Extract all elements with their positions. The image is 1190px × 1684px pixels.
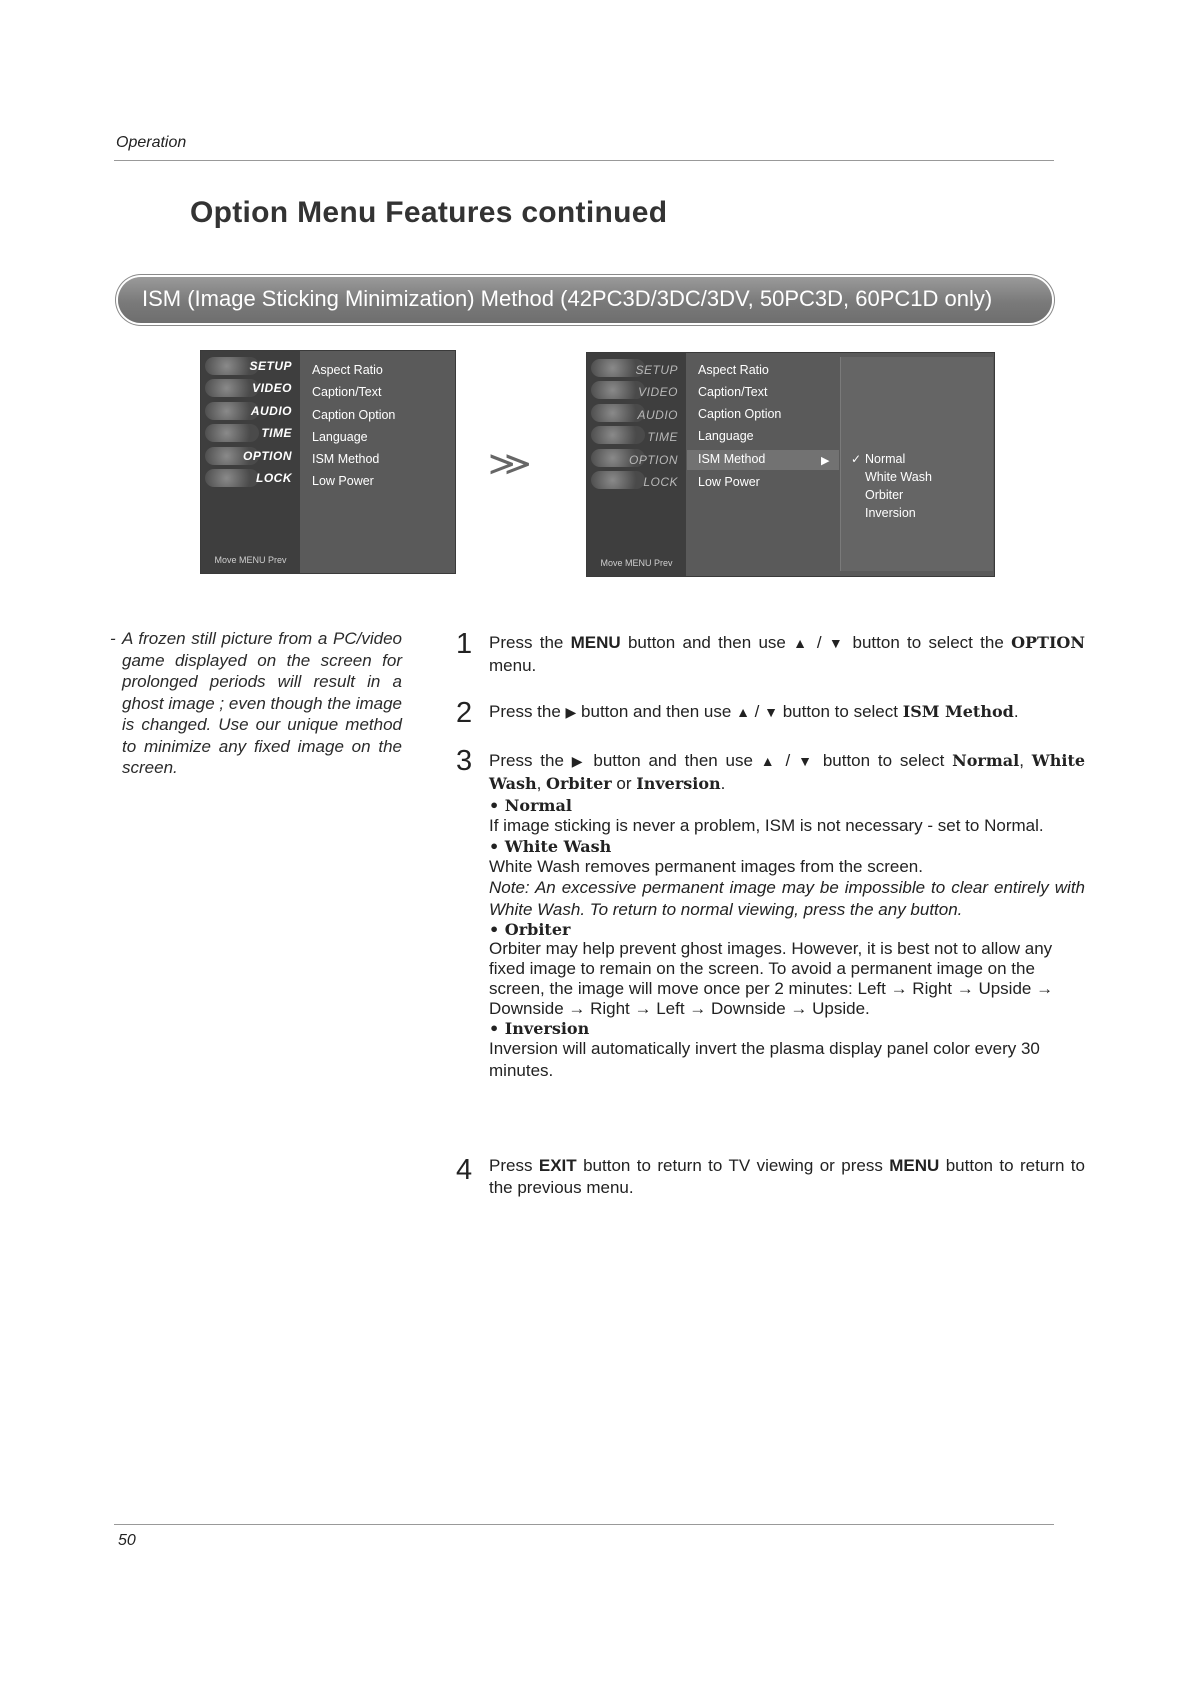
menu-tabs	[201, 351, 300, 573]
step-3-number: 3	[456, 745, 473, 777]
menu-item-caption-text[interactable]: Caption/Text	[312, 385, 382, 399]
normal-description: If image sticking is never a problem, ISM is not necessary - set to Normal.	[489, 816, 1044, 835]
tab-option[interactable]: OPTION	[628, 453, 678, 467]
step-2-number: 2	[456, 697, 473, 729]
menu-item-ism-method[interactable]: ISM Method	[312, 452, 380, 466]
step-1-number: 1	[456, 628, 473, 660]
menu-tabs	[587, 353, 686, 576]
top-rule	[114, 160, 1054, 161]
white-wash-heading: • White Wash	[489, 836, 612, 856]
step-1-text: Press the MENU button and then use ▲ / ▼ button to select the OPTION menu.	[489, 633, 1085, 675]
normal-heading: • Normal	[489, 796, 572, 815]
side-note-dash: -	[110, 629, 116, 648]
menu-item-caption-option[interactable]: Caption Option	[698, 407, 782, 421]
tab-audio[interactable]: AUDIO	[637, 408, 678, 422]
page-number: 50	[118, 1532, 136, 1549]
tab-setup[interactable]: SETUP	[635, 363, 678, 377]
submenu-option-white-wash[interactable]: White Wash	[865, 470, 932, 484]
tab-thumb-icon	[205, 469, 259, 487]
option-details	[489, 796, 1085, 1081]
inversion-heading: • Inversion	[489, 1019, 590, 1038]
chevron-right-icon: ≫	[487, 445, 533, 483]
menu-item-language[interactable]: Language	[312, 430, 368, 444]
tab-time[interactable]: TIME	[261, 426, 292, 440]
white-wash-description: White Wash removes permanent images from the screen.	[489, 856, 923, 876]
tab-audio[interactable]: AUDIO	[250, 404, 292, 418]
menu-screenshot-right	[586, 352, 995, 577]
side-note	[110, 628, 402, 779]
menu-item-low-power[interactable]: Low Power	[698, 475, 760, 489]
side-note-text: A frozen still picture from a PC/video game displayed on the screen for prolonged periods will result in a ghost image ; even though the image is changed. Use our unique method to minimize any fixed image on the screen.	[122, 629, 402, 777]
tab-video[interactable]: VIDEO	[252, 381, 292, 395]
menu-item-caption-text[interactable]: Caption/Text	[698, 385, 768, 399]
tab-thumb-icon	[591, 426, 645, 444]
check-icon: ✓	[851, 452, 862, 466]
menu-item-caption-option[interactable]: Caption Option	[312, 408, 396, 422]
menu-item-aspect-ratio[interactable]: Aspect Ratio	[698, 363, 769, 377]
step-3-text: Press the ▶ button and then use ▲ / ▼ button to select Normal, White Wash, Orbiter or Inversion.	[489, 751, 1086, 793]
step-4-text: Press EXIT button to return to TV viewing or press MENU button to return to the previous menu.	[489, 1156, 1085, 1197]
ism-submenu	[840, 357, 993, 571]
tab-thumb-icon	[205, 379, 259, 397]
submenu-arrow-icon: ▶	[821, 455, 830, 467]
menu-item-aspect-ratio[interactable]: Aspect Ratio	[312, 363, 383, 377]
submenu-option-orbiter[interactable]: Orbiter	[865, 488, 904, 502]
menu-item-ism-method[interactable]: ISM Method	[698, 452, 766, 466]
bottom-rule	[114, 1524, 1054, 1525]
tab-option[interactable]: OPTION	[242, 449, 292, 463]
tab-thumb-icon	[591, 471, 645, 489]
inversion-description: Inversion will automatically invert the plasma display panel color every 30 minutes.	[489, 1039, 1040, 1080]
step-4-number: 4	[456, 1154, 473, 1186]
section-label: Operation	[116, 134, 187, 151]
menu-item-low-power[interactable]: Low Power	[312, 474, 374, 488]
tab-thumb-icon	[591, 381, 645, 399]
menu-screenshot-left	[200, 350, 456, 574]
tab-video[interactable]: VIDEO	[638, 385, 678, 399]
submenu-option-normal[interactable]: Normal	[865, 452, 906, 466]
section-banner	[118, 277, 1052, 323]
tab-lock[interactable]: LOCK	[643, 475, 678, 489]
menu-footer-hint: Move MENU Prev	[214, 555, 287, 565]
tab-thumb-icon	[205, 424, 259, 442]
submenu-option-inversion[interactable]: Inversion	[865, 506, 916, 520]
white-wash-note: Note: An excessive permanent image may be impossible to clear entirely with White Wash. To return to normal viewing, press the any button.	[489, 878, 1085, 919]
orbiter-description: Orbiter may help prevent ghost images. However, it is best not to allow any fixed image to remain on the screen. To avoid a permanent image on the screen, the image will move once per 2 minutes: Left → Right → Upside → Downside → Right → Left → Downside → Upside.	[489, 939, 1054, 1018]
menu-footer-hint: Move MENU Prev	[600, 558, 673, 568]
tab-lock[interactable]: LOCK	[256, 471, 292, 485]
tab-setup[interactable]: SETUP	[249, 359, 292, 373]
orbiter-heading: • Orbiter	[489, 920, 571, 939]
step-2-text: Press the ▶ button and then use ▲ / ▼ button to select ISM Method.	[489, 702, 1019, 721]
page-title: Option Menu Features continued	[190, 196, 668, 229]
tab-time[interactable]: TIME	[647, 430, 678, 444]
menu-item-language[interactable]: Language	[698, 429, 754, 443]
section-banner-text: ISM (Image Sticking Minimization) Method (42PC3D/3DC/3DV, 50PC3D, 60PC1D only)	[142, 286, 993, 311]
